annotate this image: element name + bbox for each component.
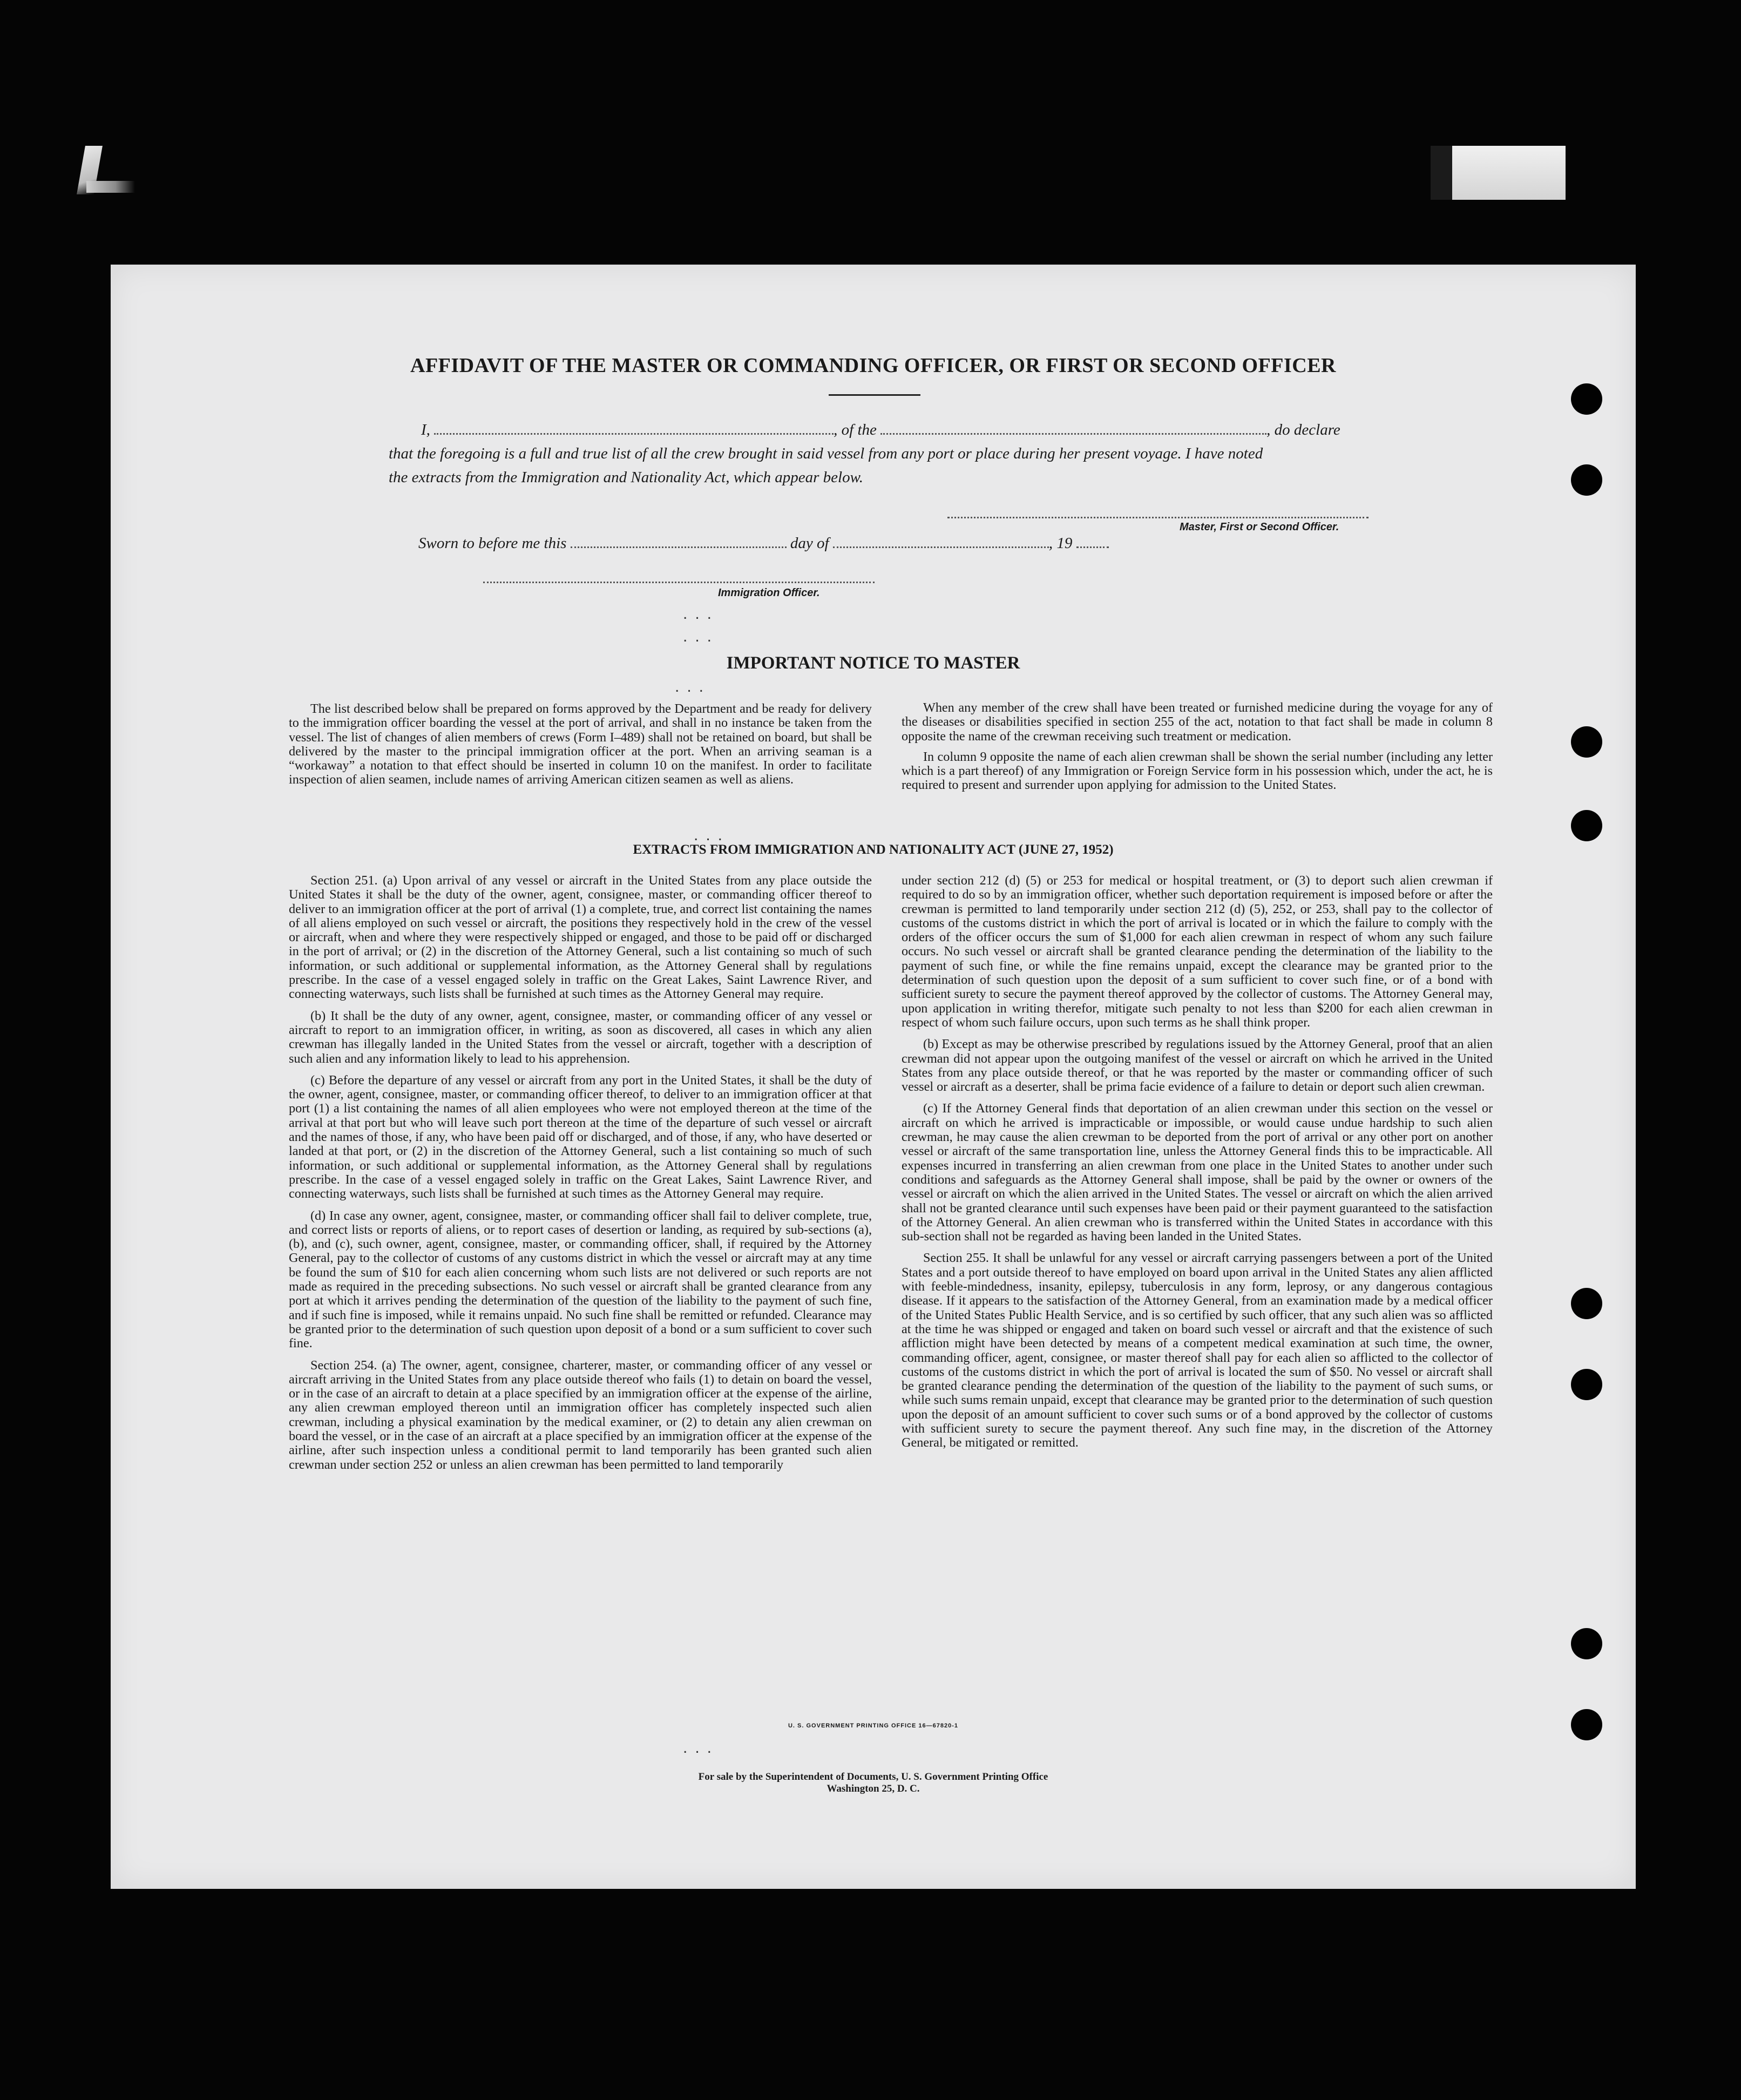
extract-paragraph: (c) Before the departure of any vessel or aircraft from any port in the United States, it shall be the duty of the owner, agent, consignee, master, or commanding officer thereof, to deliver to an immigration officer at that port (1) a list containing the names of all alien employees who were not employed thereon at the time of the arrival at that port but who will leave such port thereon at the time of the departure of such vessel or aircraft and the names of those, if any, who have been paid off or discharged, and of those, if any, who have deserted or landed at that port, or (2) in the discretion of the Attorney General, such a list containing so much of such information, or such additional or supplemental information, as the Attorney General shall by regulations prescribe. In the case of a vessel engaged solely in traffic on the Great Lakes, Saint Lawrence River, and connecting waterways, such lists shall be furnished at such times as the Attorney General may require. [289, 1072, 872, 1201]
dot-leader: ... [683, 605, 720, 623]
extract-paragraph: (b) It shall be the duty of any owner, agent, consignee, master, or commanding officer of any vessel or aircraft to report to an immigration officer, in writing, as soon as discovered, all cases in which any alien crewman has illegally landed in the United States from the vessel or aircraft, together with a description of such alien and any information likely to lead to his apprehension. [289, 1008, 872, 1066]
extract-paragraph: Section 251. (a) Upon arrival of any vessel or aircraft in the United States from any place outside the United States it shall be the duty of the owner, agent, consignee, master, or commanding officer thereof to deliver to an immigration officer at the port of arrival (1) a complete, true, and correct list containing the names of all aliens employed on such vessel or aircraft, the positions they respectively hold in the crew of the vessel or aircraft, when and where they were respectively shipped or engaged, and those to be paid off or discharged in the port of arrival; or (2) in the discretion of the Attorney General, such a list containing so much of such information, or such additional or supplemental information, as the Attorney General shall by regulations prescribe. In the case of a vessel engaged solely in traffic on the Great Lakes, Saint Lawrence River, and connecting waterways, such lists shall be furnished at such times as the Attorney General may require. [289, 873, 872, 1002]
extract-paragraph: (d) In case any owner, agent, consignee, master, or commanding officer shall fail to deliver complete, true, and correct lists or reports of aliens, or to report cases of desertion or landing, as required by sub-sections (a), (b), and (c), such owner, agent, consignee, master, or commanding officer, shall, if required by the Attorney General, pay to the collector of customs of any customs district in which the vessel or aircraft may at any time be found the sum of $10 for each alien concerning whom such lists are not delivered or such reports are not made as required in the preceding subsections. No such vessel or aircraft shall be granted clearance from any port at which it arrives pending the determination of the question of the liability to the payment of such fine, and if such fine is imposed, while it remains unpaid. No such fine shall be remitted or refunded. Clearance may be granted prior to the determination of such question upon deposit of a bond or a sum sufficient to cover such fine. [289, 1208, 872, 1351]
document-page [111, 265, 1636, 1889]
affidavit-declare-label: , do declare [1266, 421, 1340, 438]
dot-leader: ... [694, 826, 730, 844]
extract-paragraph: (b) Except as may be otherwise prescribed by regulations issued by the Attorney General, proof that an alien crewman did not appear upon the outgoing manifest of the vessel or aircraft on which he arrived in the United States from any place outside thereof, or that he was reported by the master or commanding officer of such vessel or aircraft as a deserter, shall be prima facie evidence of a failure to detain or deport such alien crewman. [902, 1037, 1493, 1095]
extract-paragraph: under section 212 (d) (5) or 253 for medical or hospital treatment, or (3) to deport such alien crewman if required to do so by an immigration officer, whether such deportation requirement is imposed before or after the crewman is permitted to land temporarily under section 212 (d) (5), 252, or 253, shall pay to the collector of customs of the customs district in which the port of arrival is located or in which the failure to comply with the orders of the officer occurs the sum of $1,000 for each alien crewman in respect of whom any such failure occurs. No such vessel or aircraft shall be granted clearance pending the determination of the liability to the payment of such fine, or while the fine remains unpaid, except the clearance may be granted prior to the determination of such question upon the deposit of a sum sufficient to cover such fine, or of a bond with sufficient surety to secure the payment thereof approved by the collector of customs. The Attorney General may, upon application in writing therefor, mitigate such penalty to not less than $200 for each alien crewman in respect of whom such failure occurs, upon such terms as he shall think proper. [902, 873, 1493, 1030]
day-of-label: day of [790, 535, 829, 552]
master-name-field[interactable] [434, 421, 834, 435]
affidavit-of-the-label: , of the [834, 421, 877, 438]
scan-artifact-left-tail [86, 181, 135, 193]
notice-left-column [289, 702, 872, 787]
punch-hole [1571, 810, 1602, 841]
title-rule [829, 394, 920, 396]
sworn-day-field[interactable] [571, 535, 787, 548]
punch-hole [1571, 726, 1602, 758]
sale-line: Washington 25, D. C. [827, 1783, 920, 1794]
dot-leader: ... [683, 627, 720, 645]
punch-hole [1571, 464, 1602, 496]
notice-title: IMPORTANT NOTICE TO MASTER [726, 653, 1020, 673]
extract-paragraph: Section 254. (a) The owner, agent, consignee, charterer, master, or commanding officer of any vessel or aircraft arriving in the United States from any place outside thereof who fails (1) to detain on board the vessel, or in the case of an aircraft to detain at a place specified by an immigration officer at the expense of the airline, any alien crewman employed thereon until an immigration officer has completely inspected such alien crewman, including a physical examination by the medical examiner, or (2) to detain any alien crewman on board the vessel, or in the case of an aircraft at a place specified by an immigration officer at the expense of the airline, after such inspection unless a conditional permit to land temporarily has been granted such alien crewman under section 252 or unless an alien crewman has been permitted to land temporarily [289, 1358, 872, 1472]
year-label: , 19 [1048, 535, 1073, 552]
sworn-line [418, 535, 1109, 552]
punch-hole [1571, 383, 1602, 415]
officer-signature-field[interactable] [483, 580, 875, 583]
punch-hole [1571, 1369, 1602, 1400]
affidavit-declaration-line [421, 421, 1340, 439]
sworn-label: Sworn to before me this [418, 535, 567, 552]
gpo-imprint: U. S. GOVERNMENT PRINTING OFFICE 16—67820-1 [788, 1723, 958, 1729]
notice-paragraph: When any member of the crew shall have been treated or furnished medicine during the voyage for any of the diseases or disabilities specified in section 255 of the act, notation to that fact shall be made in column 8 opposite the name of the crewman receiving such treatment or medication. [902, 700, 1493, 744]
extracts-title: EXTRACTS FROM IMMIGRATION AND NATIONALITY ACT (JUNE 27, 1952) [633, 842, 1114, 857]
affidavit-title: AFFIDAVIT OF THE MASTER OR COMMANDING OFFICER, OR FIRST OR SECOND OFFICER [410, 354, 1336, 377]
sale-line: For sale by the Superintendent of Documents, U. S. Government Printing Office [698, 1771, 1048, 1782]
notice-paragraph: In column 9 opposite the name of each alien crewman shall be shown the serial number (including any letter which is a part thereof) of any Immigration or Foreign Service form in his possession which, under the act, he is required to present and surrender upon applying for admission to the United States. [902, 749, 1493, 793]
master-signature-field[interactable] [947, 516, 1369, 518]
sworn-month-field[interactable] [833, 535, 1049, 548]
dot-leader: ... [683, 1739, 720, 1757]
extract-paragraph: Section 255. It shall be unlawful for any vessel or aircraft carrying passengers between a port of the United States and a port outside thereof to have employed on board upon arrival in the United States any alien afflicted with feeble-mindedness, insanity, epilepsy, tuberculosis in any form, leprosy, or any dangerous contagious disease. If it appears to the satisfaction of the Attorney General, from an examination made by a medical officer of the United States Public Health Service, and is so certified by such officer, that any such alien was so afflicted at the time he was shipped or engaged and taken on board such vessel or aircraft and that the existence of such affliction might have been detected by means of a competent medical examination at such time, the owner, commanding officer, agent, consignee, or master thereof shall pay for each alien so afflicted to the collector of customs of the customs district in which the port of arrival is located the sum of $50. No vessel or aircraft shall be granted clearance pending the determination of the question of the liability to the payment of such sums, or while such sums remain unpaid, except that clearance may be granted prior to the determination of such question upon the deposit of an amount sufficient to cover such sums or of a bond approved by the collector of customs with sufficient surety to secure the payment thereof. Any such fine may, in the discretion of the Attorney General, be mitigated or remitted. [902, 1251, 1493, 1450]
extracts-left-column [289, 874, 872, 1472]
vessel-name-field[interactable] [880, 421, 1266, 435]
punch-hole [1571, 1628, 1602, 1659]
extract-paragraph: (c) If the Attorney General finds that deportation of an alien crewman under this section on the vessel or aircraft on which he arrived is impracticable or impossible, or would cause undue hardship to such alien crewman, he may cause the alien crewman to be deported from the port of arrival or any other port on another vessel or aircraft of the same transportation line, unless the Attorney General finds this to be impracticable. All expenses incurred in transferring an alien crewman from one place in the United States to another under such conditions and safeguards as the Attorney General shall impose, shall be paid by the owner or owners of the vessel or aircraft on which the alien arrived in the United States. The vessel or aircraft on which the alien arrived shall not be granted clearance until such expenses have been paid or their payment guaranteed to the satisfaction of the Attorney General. An alien crewman who is transferred within the United States in accordance with this sub-section shall not be regarded as having been landed in the United States. [902, 1101, 1493, 1244]
master-signature-label: Master, First or Second Officer. [1180, 521, 1339, 533]
affidavit-i-label: I, [421, 421, 430, 438]
notice-paragraph: The list described below shall be prepared on forms approved by the Department and be ready for delivery to the immigration officer boarding the vessel at the port of arrival, and shall in no instance be taken from the vessel. The list of changes of alien members of crews (Form I–489) shall not be retained on board, but shall be delivered by the master to the principal immigration officer at the port. When an arriving seaman is a “workaway” a notation to that effect should be inserted in column 10 on the manifest. In order to facilitate inspection of alien seamen, include names of arriving American citizen seamen as well as aliens. [289, 701, 872, 787]
scan-artifact-right [1452, 146, 1566, 200]
sale-notice [111, 1771, 1636, 1795]
extracts-right-column [902, 874, 1493, 1450]
officer-signature-label: Immigration Officer. [718, 587, 820, 599]
notice-right-column [902, 701, 1493, 793]
dot-leader: ... [675, 678, 712, 696]
affidavit-extracts-line: the extracts from the Immigration and Nationality Act, which appear below. [389, 469, 864, 486]
affidavit-statement-line: that the foregoing is a full and true list of all the crew brought in said vessel from any port or place during her present voyage. I have noted [389, 445, 1263, 462]
sworn-year-field[interactable] [1076, 535, 1109, 548]
punch-hole [1571, 1288, 1602, 1319]
